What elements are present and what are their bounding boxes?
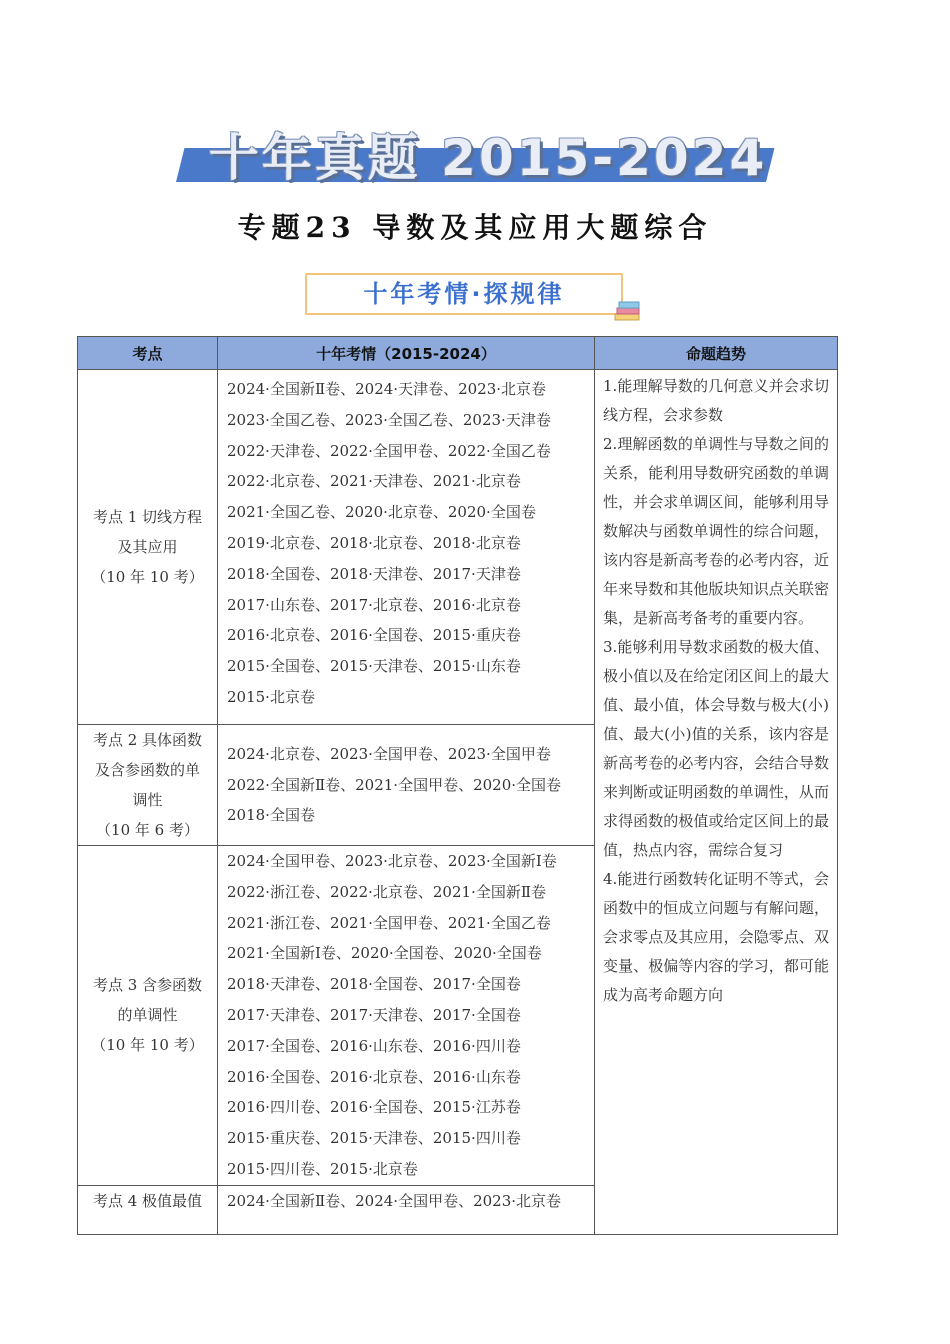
years-line: 2021·全国新Ⅰ卷、2020·全国卷、2020·全国卷	[227, 944, 542, 963]
point-line: 的单调性	[117, 1006, 178, 1025]
years-line: 2018·天津卷、2018·全国卷、2017·全国卷	[227, 975, 521, 994]
years-line: 2018·全国卷	[227, 806, 315, 825]
table-row	[78, 370, 838, 725]
years-line: 2017·天津卷、2017·天津卷、2017·全国卷	[227, 1005, 521, 1024]
years-line: 2022·天津卷、2022·全国甲卷、2022·全国乙卷	[227, 441, 551, 460]
years-line: 2016·全国卷、2016·北京卷、2016·山东卷	[227, 1067, 521, 1086]
years-line: 2024·全国甲卷、2023·北京卷、2023·全国新Ⅰ卷	[227, 852, 557, 870]
trend-paragraph: 3.能够利用导数求函数的极大值、极小值以及在给定闭区间上的最大值、最小值，体会导数与极大(小)值、最大(小)值的关系，该内容是新高考卷的必考内容，会结合导数来判断或证明函数的单调性，从而求得函数的极值或给定区间上的最值，热点内容，需综合复习	[603, 638, 829, 859]
point-line: 及含参函数的单	[94, 761, 200, 779]
years-cell	[218, 1185, 595, 1234]
years-line: 2022·北京卷、2021·天津卷、2021·北京卷	[227, 472, 521, 491]
badge-label: 十年考情·探规律	[363, 280, 565, 308]
years-line: 2024·北京卷、2023·全国甲卷、2023·全国甲卷	[227, 744, 551, 763]
years-line: 2015·全国卷、2015·天津卷、2015·山东卷	[227, 657, 521, 676]
page-subtitle: 专题23 导数及其应用大题综合	[237, 211, 713, 244]
point-line: （10 年 10 考）	[91, 1036, 204, 1055]
header-point: 考点	[78, 337, 218, 370]
trend-paragraph: 2.理解函数的单调性与导数之间的关系，能利用导数研究函数的单调性，并会求单调区间，能够利用导数解决与函数单调性的综合问题，该内容是新高考卷的必考内容，近年来导数和其他版块知识点关联密集，是新高考备考的重要内容。	[603, 435, 829, 627]
years-line: 2016·四川卷、2016·全国卷、2015·江苏卷	[227, 1098, 521, 1117]
point-line: 考点 3 含参函数	[92, 976, 203, 995]
years-cell	[218, 370, 595, 725]
section-badge	[305, 273, 623, 315]
exam-table	[77, 336, 838, 1235]
years-line: 2023·全国乙卷、2023·全国乙卷、2023·天津卷	[227, 410, 551, 429]
years-line: 2021·全国乙卷、2020·北京卷、2020·全国卷	[227, 503, 536, 522]
years-line: 2015·重庆卷、2015·天津卷、2015·四川卷	[227, 1129, 521, 1148]
years-line: 2018·全国卷、2018·天津卷、2017·天津卷	[227, 564, 521, 583]
years-line: 2019·北京卷、2018·北京卷、2018·北京卷	[227, 533, 521, 552]
years-cell	[218, 846, 595, 1186]
title-banner	[176, 118, 776, 186]
point-line: 及其应用	[117, 538, 178, 556]
header-years: 十年考情（2015-2024）	[218, 337, 595, 370]
point-line: 考点 4 极值最值	[92, 1191, 203, 1210]
trend-paragraph: 1.能理解导数的几何意义并会求切线方程，会求参数	[603, 377, 829, 424]
point-cell	[78, 725, 218, 846]
point-cell	[78, 370, 218, 725]
trend-paragraph: 4.能进行函数转化证明不等式，会函数中的恒成立问题与有解问题，会求零点及其应用，会隐零点、双变量、极偏等内容的学习，都可能成为高考命题方向	[603, 870, 829, 1004]
years-line: 2015·北京卷	[227, 687, 315, 706]
years-line: 2016·北京卷、2016·全国卷、2015·重庆卷	[227, 626, 521, 645]
point-cell	[78, 846, 218, 1186]
years-line: 2022·浙江卷、2022·北京卷、2021·全国新Ⅱ卷	[227, 882, 547, 901]
years-line: 2022·全国新Ⅱ卷、2021·全国甲卷、2020·全国卷	[227, 775, 562, 794]
years-line: 2015·四川卷、2015·北京卷	[227, 1159, 418, 1178]
years-line: 2017·全国卷、2016·山东卷、2016·四川卷	[227, 1036, 521, 1055]
table-header-row	[78, 337, 838, 370]
point-line: 考点 2 具体函数	[92, 731, 203, 749]
books-icon	[613, 300, 643, 322]
point-line: 调性	[132, 791, 163, 809]
point-line: 考点 1 切线方程	[92, 508, 203, 526]
trend-cell	[595, 370, 838, 1235]
point-cell	[78, 1185, 218, 1234]
years-line: 2017·山东卷、2017·北京卷、2016·北京卷	[227, 595, 521, 614]
years-cell	[218, 725, 595, 846]
banner-title: 十年真题 2015-2024	[208, 129, 768, 187]
point-line: （10 年 6 考）	[96, 821, 199, 839]
years-line: 2021·浙江卷、2021·全国甲卷、2021·全国乙卷	[227, 913, 551, 932]
years-line: 2024·全国新Ⅱ卷、2024·全国甲卷、2023·北京卷	[227, 1191, 562, 1210]
header-trend: 命题趋势	[595, 337, 838, 370]
years-line: 2024·全国新Ⅱ卷、2024·天津卷、2023·北京卷	[227, 380, 547, 398]
point-line: （10 年 10 考）	[91, 568, 204, 586]
